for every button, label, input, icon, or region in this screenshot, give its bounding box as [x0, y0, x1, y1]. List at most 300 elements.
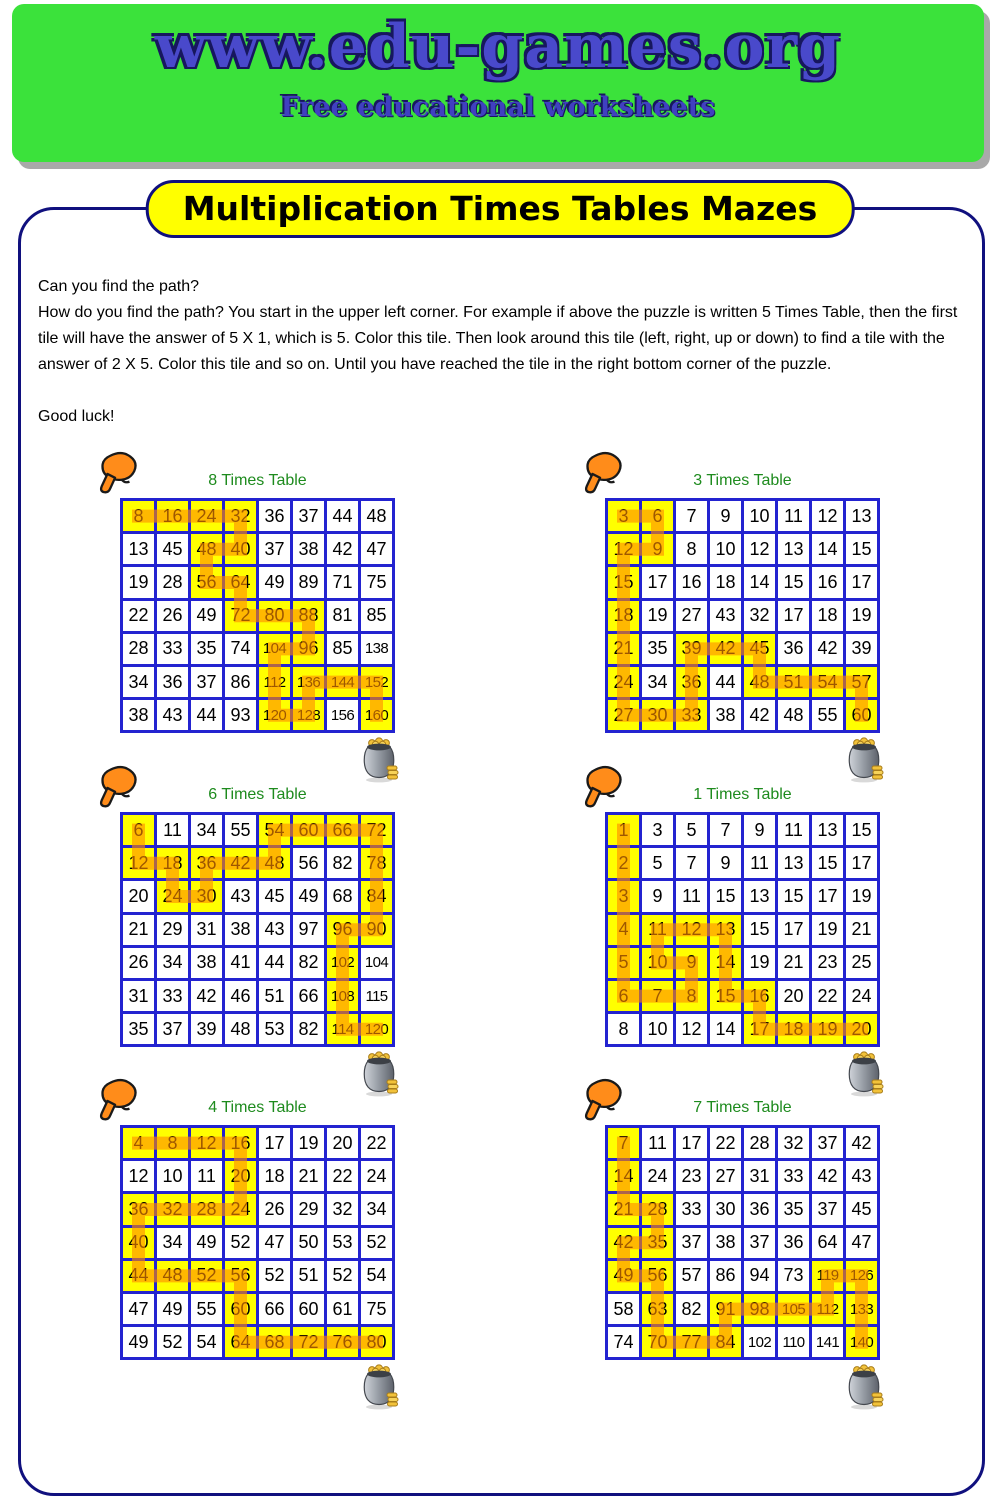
maze-cell: 114 — [327, 1014, 358, 1044]
maze-cell: 51 — [259, 981, 290, 1011]
maze-cell: 56 — [642, 1261, 673, 1291]
maze-cell: 38 — [191, 948, 222, 978]
maze-cell: 48 — [157, 1261, 188, 1291]
maze-cell: 16 — [812, 567, 843, 597]
pointing-hand-icon — [94, 764, 140, 810]
maze-cell: 33 — [157, 634, 188, 664]
maze-cell: 15 — [846, 815, 877, 845]
maze-cell: 32 — [157, 1194, 188, 1224]
maze-cell: 138 — [361, 634, 392, 664]
maze-cell: 120 — [361, 1014, 392, 1044]
maze-cell: 40 — [225, 534, 256, 564]
pointing-hand-icon — [94, 1077, 140, 1123]
maze-cell: 22 — [812, 981, 843, 1011]
maze-cell: 11 — [744, 848, 775, 878]
maze-cell: 40 — [123, 1228, 154, 1258]
maze-cell: 52 — [259, 1261, 290, 1291]
maze-cell: 7 — [642, 981, 673, 1011]
maze-cell: 24 — [157, 881, 188, 911]
maze-cell: 32 — [744, 601, 775, 631]
maze-cell: 20 — [225, 1161, 256, 1191]
maze-title: 3 Times Table — [693, 472, 792, 489]
maze-cell: 108 — [327, 981, 358, 1011]
maze-cell: 91 — [710, 1294, 741, 1324]
maze-cell: 13 — [846, 501, 877, 531]
maze-cell: 34 — [157, 1228, 188, 1258]
maze-cell: 23 — [812, 948, 843, 978]
maze-cell: 51 — [778, 667, 809, 697]
maze-cell: 18 — [259, 1161, 290, 1191]
maze-cell: 47 — [846, 1228, 877, 1258]
maze-cell: 23 — [676, 1161, 707, 1191]
maze-cell: 141 — [812, 1327, 843, 1357]
maze-cell: 25 — [846, 948, 877, 978]
maze-cell: 24 — [642, 1161, 673, 1191]
maze-cell: 17 — [676, 1128, 707, 1158]
maze-cell: 35 — [642, 634, 673, 664]
maze-cell: 133 — [846, 1294, 877, 1324]
maze-cell: 96 — [327, 915, 358, 945]
maze-cell: 96 — [293, 634, 324, 664]
maze-cell: 17 — [259, 1128, 290, 1158]
maze-title: 6 Times Table — [208, 786, 307, 803]
maze-cell: 98 — [744, 1294, 775, 1324]
maze-cell: 112 — [812, 1294, 843, 1324]
maze-cell: 97 — [293, 915, 324, 945]
maze-cell: 156 — [327, 700, 358, 730]
maze-cell: 56 — [293, 848, 324, 878]
maze-cell: 38 — [710, 700, 741, 730]
maze-cell: 21 — [608, 634, 639, 664]
maze-cell: 8 — [676, 534, 707, 564]
maze-cell: 34 — [642, 667, 673, 697]
times-table-maze-6 — [605, 1099, 880, 1360]
maze-cell: 6 — [608, 981, 639, 1011]
maze-cell: 36 — [157, 667, 188, 697]
pot-of-gold-icon — [359, 735, 401, 783]
pointing-hand-icon — [579, 764, 625, 810]
instructions — [38, 274, 960, 430]
maze-cell: 86 — [710, 1261, 741, 1291]
maze-cell: 12 — [744, 534, 775, 564]
maze-cell: 37 — [812, 1128, 843, 1158]
maze-cell: 9 — [710, 848, 741, 878]
maze-cell: 72 — [225, 601, 256, 631]
maze-cell: 12 — [676, 915, 707, 945]
site-header — [12, 4, 984, 162]
maze-cell: 44 — [327, 501, 358, 531]
maze-cell: 48 — [744, 667, 775, 697]
maze-cell: 68 — [259, 1327, 290, 1357]
maze-cell: 7 — [710, 815, 741, 845]
maze-cell: 17 — [642, 567, 673, 597]
maze-cell: 28 — [157, 567, 188, 597]
maze-cell: 88 — [293, 601, 324, 631]
maze-cell: 8 — [676, 981, 707, 1011]
maze-cell: 18 — [608, 601, 639, 631]
maze-cell: 55 — [812, 700, 843, 730]
maze-cell: 34 — [123, 667, 154, 697]
maze-cell: 64 — [225, 1327, 256, 1357]
maze-cell: 19 — [642, 601, 673, 631]
maze-cell: 21 — [608, 1194, 639, 1224]
maze-cell: 21 — [123, 915, 154, 945]
maze-cell: 33 — [676, 1194, 707, 1224]
maze-cell: 35 — [191, 634, 222, 664]
maze-cell: 64 — [225, 567, 256, 597]
maze-cell: 35 — [123, 1014, 154, 1044]
maze-cell: 36 — [676, 667, 707, 697]
maze-title: 4 Times Table — [208, 1099, 307, 1116]
maze-cell: 15 — [608, 567, 639, 597]
maze-cell: 120 — [259, 700, 290, 730]
maze-grid — [605, 498, 880, 733]
maze-cell: 60 — [846, 700, 877, 730]
maze-cell: 56 — [225, 1261, 256, 1291]
maze-cell: 18 — [812, 601, 843, 631]
maze-cell: 93 — [225, 700, 256, 730]
maze-cell: 18 — [710, 567, 741, 597]
maze-cell: 13 — [778, 534, 809, 564]
maze-cell: 94 — [744, 1261, 775, 1291]
pot-of-gold-icon — [359, 1049, 401, 1097]
maze-cell: 35 — [778, 1194, 809, 1224]
times-table-maze-3 — [120, 786, 395, 1047]
maze-cell: 84 — [710, 1327, 741, 1357]
maze-cell: 6 — [123, 815, 154, 845]
maze-cell: 70 — [642, 1327, 673, 1357]
maze-cell: 105 — [778, 1294, 809, 1324]
maze-cell: 136 — [293, 667, 324, 697]
maze-cell: 20 — [327, 1128, 358, 1158]
maze-cell: 52 — [327, 1261, 358, 1291]
maze-cell: 10 — [710, 534, 741, 564]
pointing-hand-icon — [579, 1077, 625, 1123]
maze-cell: 14 — [608, 1161, 639, 1191]
maze-cell: 42 — [225, 848, 256, 878]
maze-cell: 19 — [812, 915, 843, 945]
maze-cell: 48 — [191, 534, 222, 564]
maze-cell: 66 — [327, 815, 358, 845]
maze-cell: 4 — [608, 915, 639, 945]
maze-cell: 29 — [157, 915, 188, 945]
maze-cell: 20 — [846, 1014, 877, 1044]
maze-cell: 49 — [191, 601, 222, 631]
maze-cell: 82 — [293, 1014, 324, 1044]
maze-cell: 104 — [259, 634, 290, 664]
maze-cell: 7 — [608, 1128, 639, 1158]
maze-cell: 73 — [778, 1261, 809, 1291]
maze-cell: 60 — [293, 1294, 324, 1324]
maze-cell: 18 — [778, 1014, 809, 1044]
maze-cell: 10 — [642, 948, 673, 978]
maze-cell: 85 — [327, 634, 358, 664]
maze-cell: 54 — [259, 815, 290, 845]
maze-cell: 74 — [608, 1327, 639, 1357]
maze-cell: 19 — [744, 948, 775, 978]
maze-cell: 7 — [676, 501, 707, 531]
maze-cell: 14 — [812, 534, 843, 564]
maze-cell: 15 — [744, 915, 775, 945]
maze-cell: 9 — [642, 534, 673, 564]
maze-cell: 47 — [123, 1294, 154, 1324]
maze-cell: 38 — [123, 700, 154, 730]
maze-cell: 37 — [259, 534, 290, 564]
maze-cell: 90 — [361, 915, 392, 945]
maze-cell: 44 — [191, 700, 222, 730]
maze-cell: 46 — [225, 981, 256, 1011]
times-table-maze-2 — [605, 472, 880, 733]
maze-cell: 102 — [744, 1327, 775, 1357]
maze-cell: 43 — [157, 700, 188, 730]
maze-cell: 12 — [812, 501, 843, 531]
maze-cell: 102 — [327, 948, 358, 978]
maze-cell: 49 — [191, 1228, 222, 1258]
maze-cell: 37 — [676, 1228, 707, 1258]
maze-cell: 53 — [259, 1014, 290, 1044]
maze-cell: 49 — [259, 567, 290, 597]
maze-cell: 47 — [259, 1228, 290, 1258]
maze-cell: 9 — [676, 948, 707, 978]
maze-cell: 24 — [361, 1161, 392, 1191]
maze-cell: 16 — [744, 981, 775, 1011]
maze-cell: 13 — [778, 848, 809, 878]
maze-cell: 44 — [710, 667, 741, 697]
maze-cell: 5 — [676, 815, 707, 845]
maze-cell: 82 — [293, 948, 324, 978]
maze-cell: 30 — [191, 881, 222, 911]
maze-cell: 16 — [225, 1128, 256, 1158]
maze-cell: 54 — [812, 667, 843, 697]
maze-cell: 37 — [744, 1228, 775, 1258]
maze-cell: 17 — [778, 915, 809, 945]
maze-cell: 15 — [710, 881, 741, 911]
maze-cell: 45 — [157, 534, 188, 564]
maze-cell: 22 — [361, 1128, 392, 1158]
maze-cell: 9 — [710, 501, 741, 531]
maze-cell: 17 — [778, 601, 809, 631]
maze-cell: 12 — [123, 1161, 154, 1191]
maze-cell: 36 — [259, 501, 290, 531]
pot-of-gold-icon — [844, 1049, 886, 1097]
maze-cell: 57 — [676, 1261, 707, 1291]
pot-of-gold-icon — [359, 1362, 401, 1410]
maze-cell: 52 — [191, 1261, 222, 1291]
maze-cell: 115 — [361, 981, 392, 1011]
instructions-line1: Can you find the path? — [38, 278, 200, 295]
maze-cell: 36 — [744, 1194, 775, 1224]
maze-cell: 24 — [225, 1194, 256, 1224]
maze-cell: 14 — [710, 1014, 741, 1044]
maze-cell: 66 — [259, 1294, 290, 1324]
maze-cell: 45 — [744, 634, 775, 664]
maze-cell: 58 — [608, 1294, 639, 1324]
maze-cell: 31 — [123, 981, 154, 1011]
maze-cell: 77 — [676, 1327, 707, 1357]
maze-cell: 72 — [293, 1327, 324, 1357]
maze-cell: 42 — [608, 1228, 639, 1258]
maze-cell: 15 — [846, 534, 877, 564]
maze-cell: 45 — [846, 1194, 877, 1224]
maze-cell: 11 — [157, 815, 188, 845]
maze-cell: 53 — [327, 1228, 358, 1258]
maze-cell: 1 — [608, 815, 639, 845]
maze-cell: 119 — [812, 1261, 843, 1291]
maze-cell: 140 — [846, 1327, 877, 1357]
maze-cell: 21 — [293, 1161, 324, 1191]
maze-cell: 85 — [361, 601, 392, 631]
maze-cell: 49 — [293, 881, 324, 911]
maze-cell: 13 — [710, 915, 741, 945]
maze-cell: 5 — [642, 848, 673, 878]
maze-cell: 5 — [608, 948, 639, 978]
maze-cell: 36 — [778, 634, 809, 664]
maze-cell: 42 — [710, 634, 741, 664]
maze-cell: 13 — [744, 881, 775, 911]
maze-cell: 110 — [778, 1327, 809, 1357]
maze-cell: 55 — [225, 815, 256, 845]
maze-cell: 43 — [710, 601, 741, 631]
maze-cell: 3 — [608, 501, 639, 531]
maze-cell: 20 — [123, 881, 154, 911]
maze-cell: 3 — [642, 815, 673, 845]
maze-cell: 84 — [361, 881, 392, 911]
maze-cell: 30 — [710, 1194, 741, 1224]
maze-cell: 48 — [259, 848, 290, 878]
maze-cell: 54 — [191, 1327, 222, 1357]
pointing-hand-icon — [94, 450, 140, 496]
maze-title: 7 Times Table — [693, 1099, 792, 1116]
maze-cell: 54 — [361, 1261, 392, 1291]
maze-cell: 26 — [259, 1194, 290, 1224]
maze-cell: 16 — [157, 501, 188, 531]
maze-cell: 12 — [608, 534, 639, 564]
maze-cell: 28 — [744, 1128, 775, 1158]
maze-cell: 42 — [812, 1161, 843, 1191]
maze-cell: 27 — [710, 1161, 741, 1191]
maze-cell: 74 — [225, 634, 256, 664]
site-tagline: Free educational worksheets — [280, 92, 716, 123]
maze-cell: 42 — [744, 700, 775, 730]
maze-cell: 36 — [778, 1228, 809, 1258]
maze-cell: 44 — [259, 948, 290, 978]
maze-cell: 39 — [846, 634, 877, 664]
maze-cell: 32 — [225, 501, 256, 531]
maze-cell: 51 — [293, 1261, 324, 1291]
maze-cell: 37 — [293, 501, 324, 531]
maze-cell: 2 — [608, 848, 639, 878]
maze-cell: 15 — [778, 881, 809, 911]
maze-cell: 78 — [361, 848, 392, 878]
maze-cell: 38 — [293, 534, 324, 564]
maze-cell: 56 — [191, 567, 222, 597]
maze-cell: 60 — [293, 815, 324, 845]
maze-cell: 36 — [123, 1194, 154, 1224]
maze-cell: 3 — [608, 881, 639, 911]
maze-cell: 52 — [361, 1228, 392, 1258]
maze-cell: 13 — [123, 534, 154, 564]
maze-cell: 49 — [123, 1327, 154, 1357]
maze-cell: 104 — [361, 948, 392, 978]
maze-cell: 43 — [225, 881, 256, 911]
maze-cell: 27 — [676, 601, 707, 631]
maze-cell: 7 — [676, 848, 707, 878]
maze-cell: 21 — [778, 948, 809, 978]
maze-cell: 24 — [608, 667, 639, 697]
maze-cell: 12 — [676, 1014, 707, 1044]
maze-cell: 11 — [778, 815, 809, 845]
maze-cell: 32 — [327, 1194, 358, 1224]
maze-cell: 55 — [191, 1294, 222, 1324]
maze-cell: 38 — [225, 915, 256, 945]
maze-cell: 72 — [361, 815, 392, 845]
maze-cell: 14 — [744, 567, 775, 597]
site-title: www.edu-games.org — [154, 12, 842, 82]
maze-cell: 86 — [225, 667, 256, 697]
maze-cell: 19 — [123, 567, 154, 597]
maze-cell: 37 — [157, 1014, 188, 1044]
maze-cell: 6 — [642, 501, 673, 531]
maze-cell: 144 — [327, 667, 358, 697]
maze-cell: 39 — [676, 634, 707, 664]
maze-cell: 11 — [191, 1161, 222, 1191]
maze-cell: 57 — [846, 667, 877, 697]
maze-grid — [120, 1125, 395, 1360]
maze-cell: 60 — [225, 1294, 256, 1324]
maze-cell: 15 — [710, 981, 741, 1011]
maze-cell: 13 — [812, 815, 843, 845]
times-table-maze-4 — [605, 786, 880, 1047]
maze-cell: 24 — [846, 981, 877, 1011]
maze-cell: 14 — [710, 948, 741, 978]
maze-cell: 12 — [191, 1128, 222, 1158]
maze-cell: 49 — [157, 1294, 188, 1324]
maze-cell: 21 — [846, 915, 877, 945]
maze-cell: 32 — [778, 1128, 809, 1158]
maze-cell: 82 — [327, 848, 358, 878]
maze-cell: 36 — [191, 848, 222, 878]
maze-cell: 76 — [327, 1327, 358, 1357]
maze-cell: 10 — [744, 501, 775, 531]
maze-cell: 27 — [608, 700, 639, 730]
maze-cell: 17 — [846, 848, 877, 878]
maze-cell: 11 — [676, 881, 707, 911]
pot-of-gold-icon — [844, 735, 886, 783]
maze-cell: 44 — [123, 1261, 154, 1291]
maze-cell: 68 — [327, 881, 358, 911]
maze-cell: 160 — [361, 700, 392, 730]
maze-cell: 89 — [293, 567, 324, 597]
maze-grid — [120, 812, 395, 1047]
maze-cell: 39 — [191, 1014, 222, 1044]
maze-cell: 61 — [327, 1294, 358, 1324]
maze-cell: 37 — [191, 667, 222, 697]
maze-cell: 11 — [642, 915, 673, 945]
maze-cell: 47 — [361, 534, 392, 564]
maze-cell: 22 — [710, 1128, 741, 1158]
maze-cell: 31 — [191, 915, 222, 945]
maze-cell: 17 — [744, 1014, 775, 1044]
maze-cell: 38 — [710, 1228, 741, 1258]
maze-cell: 9 — [642, 881, 673, 911]
maze-cell: 43 — [259, 915, 290, 945]
maze-cell: 71 — [327, 567, 358, 597]
maze-cell: 75 — [361, 1294, 392, 1324]
maze-cell: 48 — [778, 700, 809, 730]
maze-cell: 9 — [744, 815, 775, 845]
maze-grid — [605, 1125, 880, 1360]
maze-cell: 33 — [157, 981, 188, 1011]
